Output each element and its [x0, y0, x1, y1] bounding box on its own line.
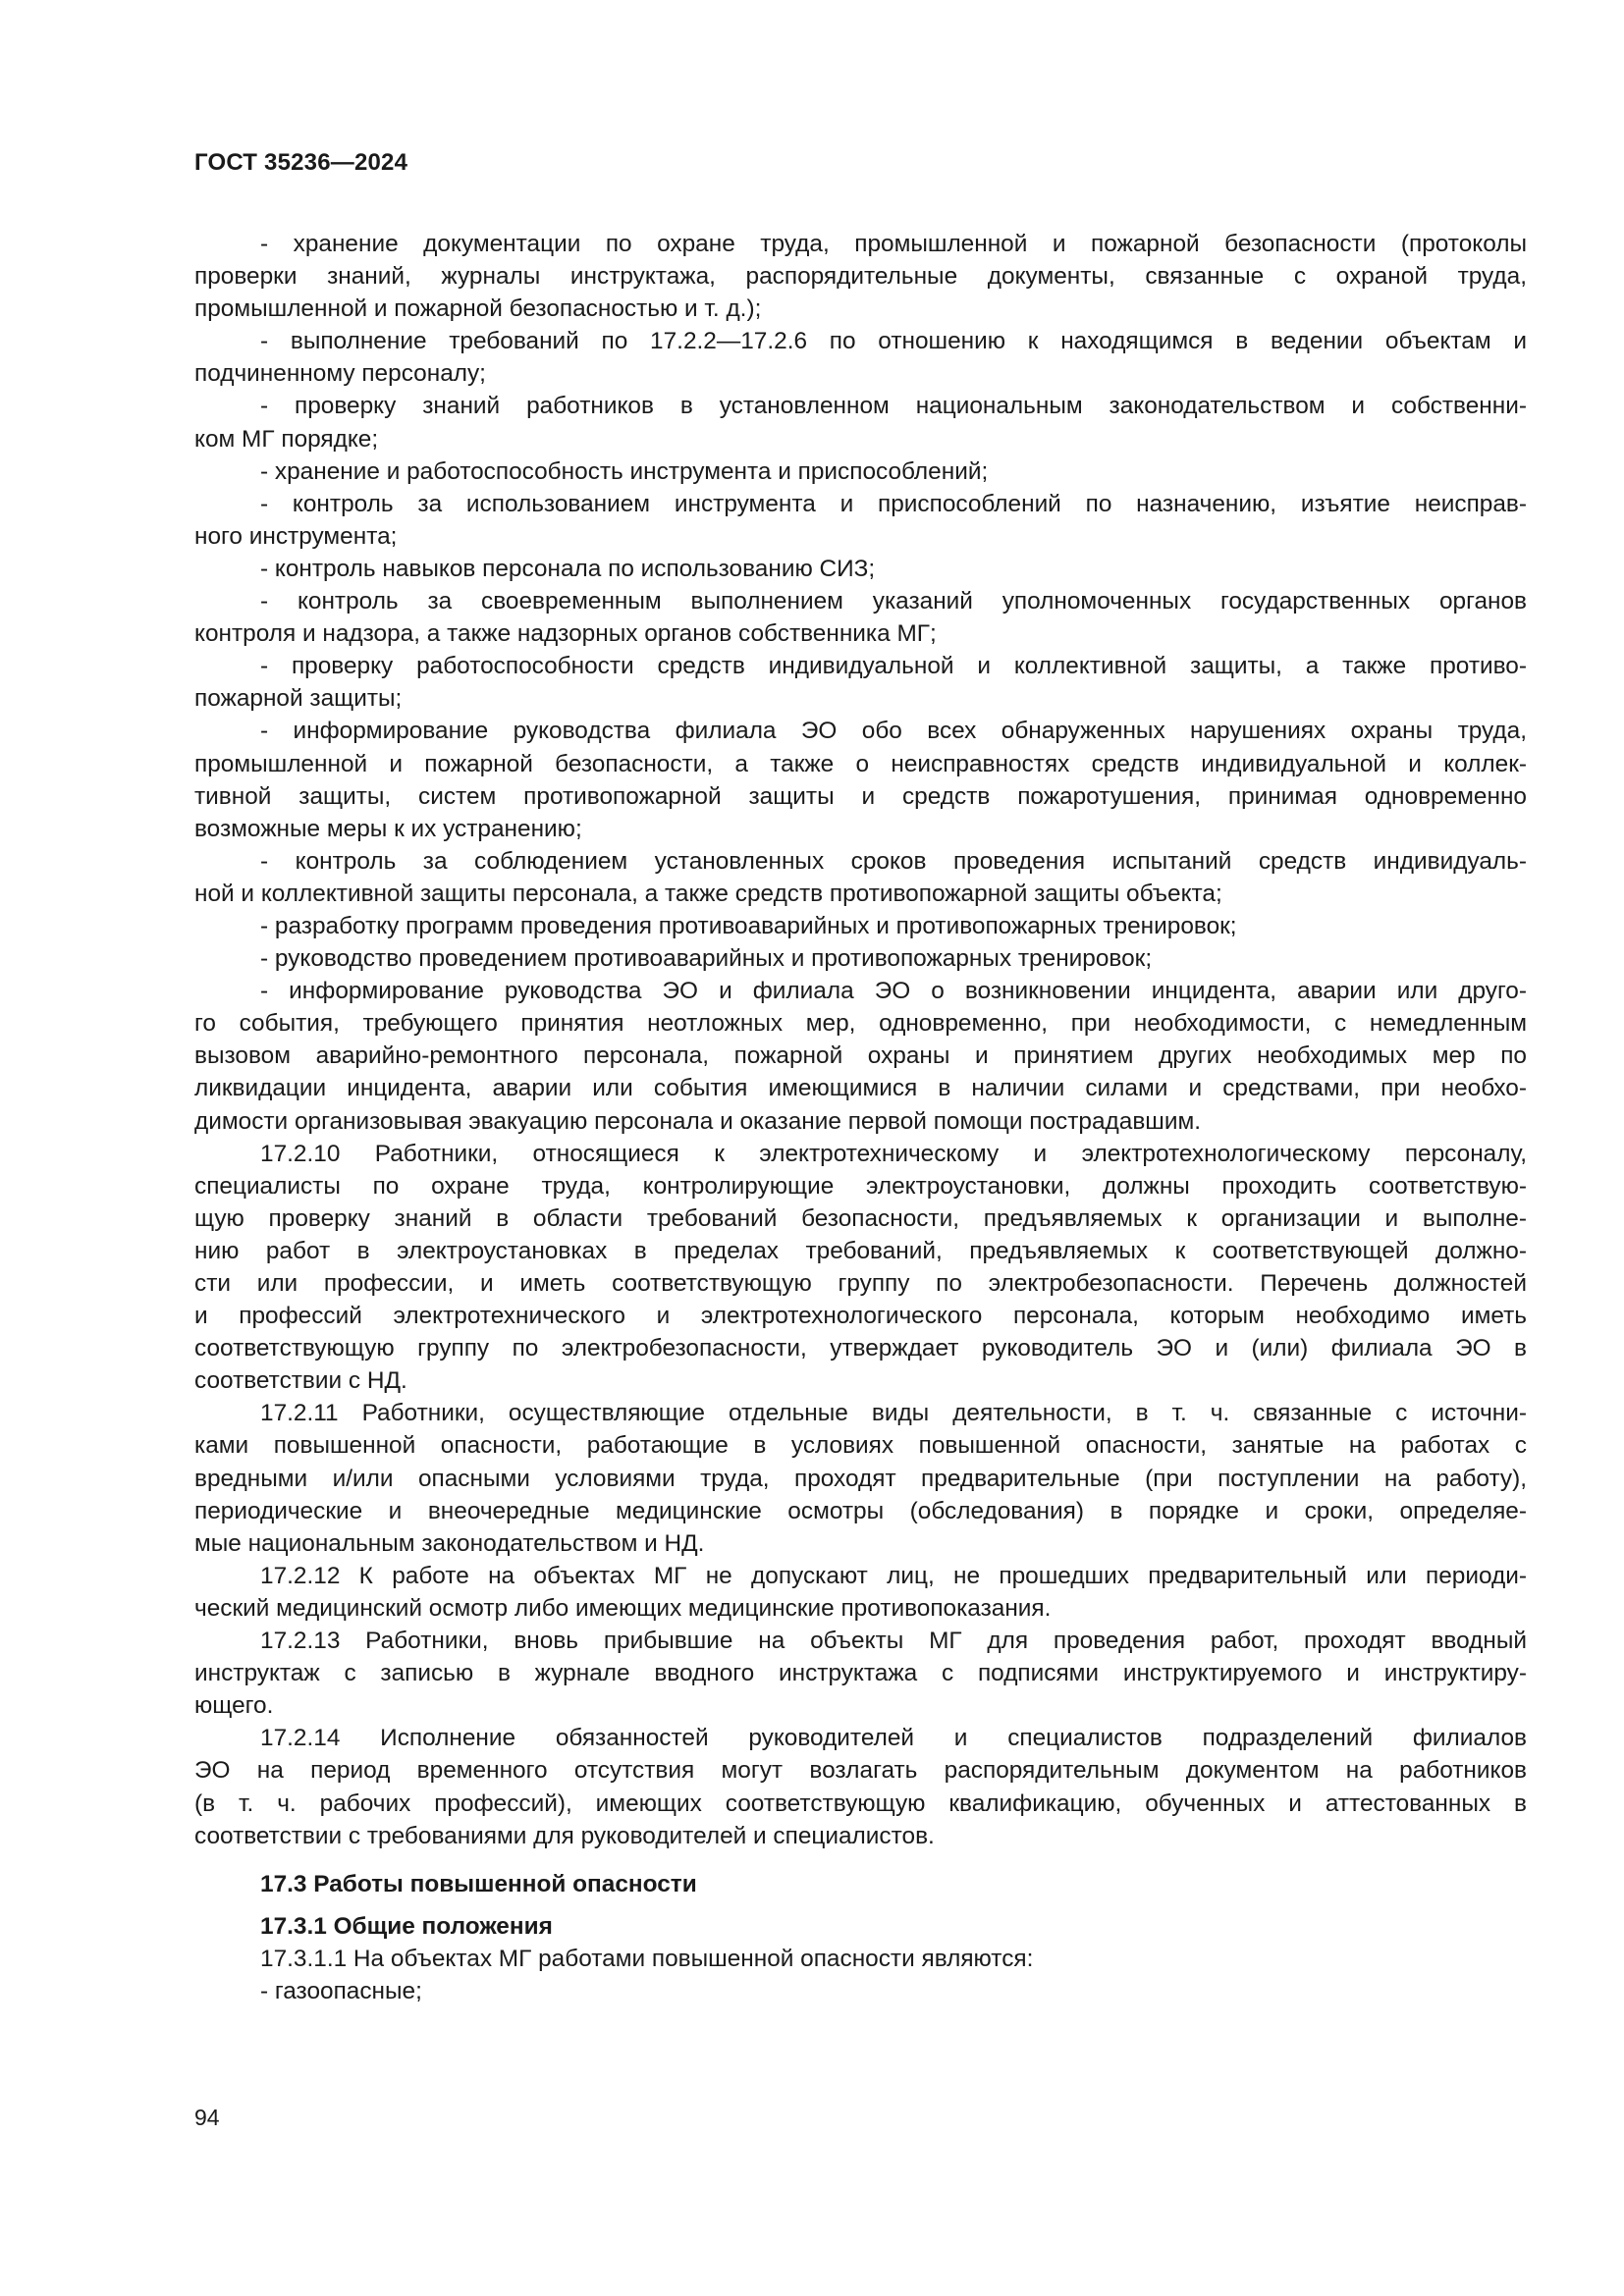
text-line: пожарной защиты;: [194, 685, 403, 713]
text-line: ческий медицинский осмотр либо имеющих медицинские противопоказания.: [194, 1594, 1052, 1622]
text-line: промышленной и пожарной безопасностью и т. д.);: [194, 295, 762, 323]
text-line: - выполнение требований по 17.2.2—17.2.6 по отношению к находящимся в ведении объектам и: [260, 328, 1527, 355]
text-line: 17.2.13 Работники, вновь прибывшие на объекты МГ для проведения работ, проходят вводный: [260, 1628, 1527, 1655]
text-line: (в т. ч. рабочих профессий), имеющих соответствующую квалификацию, обученных и аттестованных в: [194, 1789, 1527, 1817]
text-line: контроля и надзора, а также надзорных органов собственника МГ;: [194, 620, 937, 648]
text-line: подчиненному персоналу;: [194, 360, 486, 388]
text-line: возможные меры к их устранению;: [194, 815, 582, 842]
text-line: ликвидации инцидента, аварии или события имеющимися в наличии силами и средствами, при необхо-: [194, 1075, 1527, 1102]
text-line: 17.2.14 Исполнение обязанностей руководителей и специалистов подразделений филиалов: [260, 1725, 1527, 1752]
text-line: вредными и/или опасными условиями труда, проходят предварительные (при поступлении на работу),: [194, 1465, 1527, 1492]
text-line: сти или профессии, и иметь соответствующую группу по электробезопасности. Перечень должностей: [194, 1270, 1527, 1297]
text-line: 17.2.10 Работники, относящиеся к электротехническому и электротехнологическому персоналу,: [260, 1140, 1527, 1167]
text-line: - контроль навыков персонала по использованию СИЗ;: [260, 555, 876, 582]
text-line: - руководство проведением противоаварийных и противопожарных тренировок;: [260, 945, 1153, 973]
text-line: соответствующую группу по электробезопасности, утверждает руководитель ЭО и (или) филиала ЭО в: [194, 1335, 1527, 1362]
clause-17-3-1-1: 17.3.1.1 На объектах МГ работами повышенной опасности являются:: [260, 1945, 1034, 1972]
text-line: периодические и внеочередные медицинские осмотры (обследования) в порядке и сроки, определяе-: [194, 1497, 1527, 1524]
text-line: соответствии с НД.: [194, 1367, 407, 1395]
text-line: тивной защиты, систем противопожарной защиты и средств пожаротушения, принимая одновременно: [194, 782, 1527, 810]
text-line: - проверку работоспособности средств индивидуальной и коллективной защиты, а также противо-: [260, 653, 1527, 680]
text-line: - контроль за соблюдением установленных сроков проведения испытаний средств индивидуаль-: [260, 847, 1527, 875]
text-line: промышленной и пожарной безопасности, а также о неисправностях средств индивидуальной и коллек-: [194, 750, 1527, 777]
text-line: ной и коллективной защиты персонала, а также средств противопожарной защиты объекта;: [194, 880, 1222, 907]
paragraph-lines: [194, 228, 1527, 1852]
text-line: - хранение и работоспособность инструмента и приспособлений;: [260, 457, 989, 485]
list-item-gas-hazardous: - газоопасные;: [260, 1977, 422, 2004]
text-line: ком МГ порядке;: [194, 425, 379, 453]
text-line: - информирование руководства ЭО и филиала ЭО о возникновении инцидента, аварии или друго-: [260, 978, 1527, 1005]
text-line: ками повышенной опасности, работающие в условиях повышенной опасности, занятые на работах с: [194, 1432, 1527, 1460]
text-line: инструктаж с записью в журнале вводного инструктажа с подписями инструктируемого и инструктиру-: [194, 1660, 1527, 1687]
text-line: ющего.: [194, 1692, 274, 1720]
body-text: [194, 228, 1527, 2007]
text-line: - проверку знаний работников в установленном национальным законодательством и собственни-: [260, 393, 1527, 420]
text-line: нию работ в электроустановках в пределах требований, предъявляемых к соответствующей должно-: [194, 1237, 1527, 1264]
text-line: - информирование руководства филиала ЭО обо всех обнаруженных нарушениях охраны труда,: [260, 718, 1527, 745]
text-line: щую проверку знаний в области требований безопасности, предъявляемых к организации и выполне-: [194, 1204, 1527, 1232]
text-line: димости организовывая эвакуацию персонала и оказание первой помощи пострадавшим.: [194, 1107, 1202, 1135]
text-line: 17.2.12 К работе на объектах МГ не допускают лиц, не прошедших предварительный или периоди-: [260, 1562, 1527, 1589]
standard-designation: ГОСТ 35236—2024: [194, 149, 408, 176]
text-line: - контроль за своевременным выполнением указаний уполномоченных государственных органов: [260, 588, 1527, 615]
text-line: - разработку программ проведения противоаварийных и противопожарных тренировок;: [260, 912, 1237, 939]
subsection-heading: 17.3.1 Общие положения: [260, 1912, 553, 1940]
text-line: - хранение документации по охране труда, промышленной и пожарной безопасности (протоколы: [260, 231, 1527, 257]
text-line: вызовом аварийно-ремонтного персонала, пожарной охраны и принятием других необходимых мер по: [194, 1042, 1527, 1070]
text-line: проверки знаний, журналы инструктажа, распорядительные документы, связанные с охраной труда,: [194, 263, 1527, 291]
text-line: го события, требующего принятия неотложных мер, одновременно, при необходимости, с немедленным: [194, 1010, 1527, 1038]
section-heading: 17.3 Работы повышенной опасности: [260, 1870, 697, 1897]
text-line: соответствии с требованиями для руководителей и специалистов.: [194, 1822, 935, 1849]
page-number: 94: [194, 2105, 220, 2130]
text-line: - контроль за использованием инструмента и приспособлений по назначению, изъятие неисправ-: [260, 490, 1527, 517]
text-line: и профессий электротехнического и электротехнологического персонала, которым необходимо иметь: [194, 1303, 1527, 1330]
text-line: ного инструмента;: [194, 522, 398, 550]
text-line: 17.2.11 Работники, осуществляющие отдельные виды деятельности, в т. ч. связанные с источни-: [260, 1400, 1527, 1427]
text-line: мые национальным законодательством и НД.: [194, 1529, 705, 1557]
text-line: ЭО на период временного отсутствия могут возлагать распорядительным документом на работников: [194, 1757, 1527, 1785]
text-line: специалисты по охране труда, контролирующие электроустановки, должны проходить соответствую-: [194, 1172, 1527, 1200]
